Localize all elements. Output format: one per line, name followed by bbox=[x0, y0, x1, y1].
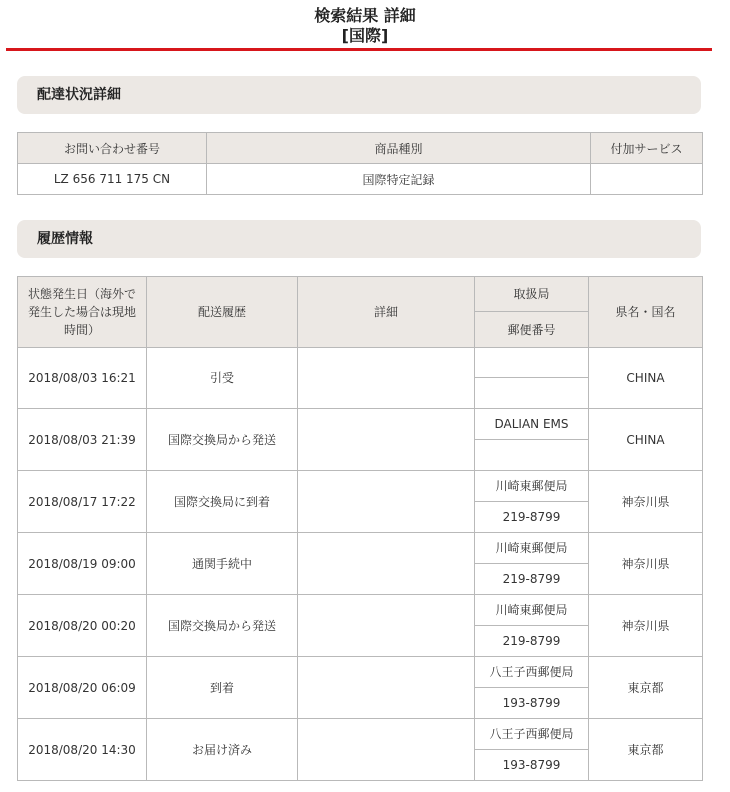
page-title bbox=[0, 6, 730, 46]
event-region: 神奈川県 bbox=[589, 533, 703, 595]
col-postal-code: 郵便番号 bbox=[475, 312, 589, 348]
table-row bbox=[18, 409, 703, 440]
event-region: CHINA bbox=[589, 348, 703, 409]
event-datetime: 2018/08/20 06:09 bbox=[18, 657, 147, 719]
status-section-heading: 配達状況詳細 bbox=[17, 76, 701, 114]
tracking-number: LZ 656 711 175 CN bbox=[18, 164, 207, 195]
event-region: CHINA bbox=[589, 409, 703, 471]
event-office: 川崎東郵便局 bbox=[475, 595, 589, 626]
event-status: 国際交換局に到着 bbox=[147, 471, 298, 533]
event-postal-code bbox=[475, 378, 589, 409]
event-status: 国際交換局から発送 bbox=[147, 409, 298, 471]
event-datetime: 2018/08/20 14:30 bbox=[18, 719, 147, 781]
status-data-row bbox=[18, 164, 703, 195]
event-status: 到着 bbox=[147, 657, 298, 719]
event-region: 東京都 bbox=[589, 719, 703, 781]
col-office: 取扱局 bbox=[475, 277, 589, 312]
col-details: 詳細 bbox=[298, 277, 475, 348]
product-type: 国際特定記録 bbox=[207, 164, 591, 195]
event-postal-code: 219-8799 bbox=[475, 502, 589, 533]
event-details bbox=[298, 595, 475, 657]
additional-service bbox=[591, 164, 703, 195]
table-row bbox=[18, 533, 703, 564]
event-postal-code: 193-8799 bbox=[475, 688, 589, 719]
event-details bbox=[298, 657, 475, 719]
event-office: 川崎東郵便局 bbox=[475, 533, 589, 564]
event-details bbox=[298, 409, 475, 471]
event-datetime: 2018/08/03 16:21 bbox=[18, 348, 147, 409]
event-datetime: 2018/08/03 21:39 bbox=[18, 409, 147, 471]
status-header-row bbox=[18, 133, 703, 164]
col-datetime: 状態発生日（海外で発生した場合は現地時間） bbox=[18, 277, 147, 348]
event-region: 神奈川県 bbox=[589, 471, 703, 533]
col-tracking-number: お問い合わせ番号 bbox=[18, 133, 207, 164]
event-office: 八王子西郵便局 bbox=[475, 719, 589, 750]
col-region: 県名・国名 bbox=[589, 277, 703, 348]
history-table bbox=[17, 276, 703, 781]
event-status: お届け済み bbox=[147, 719, 298, 781]
event-postal-code: 193-8799 bbox=[475, 750, 589, 781]
event-details bbox=[298, 348, 475, 409]
event-datetime: 2018/08/19 09:00 bbox=[18, 533, 147, 595]
table-row bbox=[18, 471, 703, 502]
event-region: 神奈川県 bbox=[589, 595, 703, 657]
status-summary-table bbox=[17, 132, 703, 195]
event-postal-code bbox=[475, 440, 589, 471]
table-row bbox=[18, 657, 703, 688]
col-product-type: 商品種別 bbox=[207, 133, 591, 164]
col-additional-service: 付加サービス bbox=[591, 133, 703, 164]
event-datetime: 2018/08/17 17:22 bbox=[18, 471, 147, 533]
event-status: 国際交換局から発送 bbox=[147, 595, 298, 657]
event-office bbox=[475, 348, 589, 378]
history-section-heading: 履歴情報 bbox=[17, 220, 701, 258]
event-office: DALIAN EMS bbox=[475, 409, 589, 440]
event-datetime: 2018/08/20 00:20 bbox=[18, 595, 147, 657]
event-postal-code: 219-8799 bbox=[475, 564, 589, 595]
event-details bbox=[298, 471, 475, 533]
event-details bbox=[298, 533, 475, 595]
title-divider bbox=[6, 48, 712, 51]
event-status: 引受 bbox=[147, 348, 298, 409]
table-row bbox=[18, 595, 703, 626]
col-delivery-history: 配送履歴 bbox=[147, 277, 298, 348]
event-region: 東京都 bbox=[589, 657, 703, 719]
page-title-category: [国際] bbox=[341, 26, 389, 45]
event-postal-code: 219-8799 bbox=[475, 626, 589, 657]
history-header-row bbox=[18, 277, 703, 312]
table-row bbox=[18, 348, 703, 378]
page-title-main: 検索結果 詳細 bbox=[314, 6, 416, 25]
event-office: 川崎東郵便局 bbox=[475, 471, 589, 502]
event-details bbox=[298, 719, 475, 781]
event-status: 通関手続中 bbox=[147, 533, 298, 595]
event-office: 八王子西郵便局 bbox=[475, 657, 589, 688]
table-row bbox=[18, 719, 703, 750]
